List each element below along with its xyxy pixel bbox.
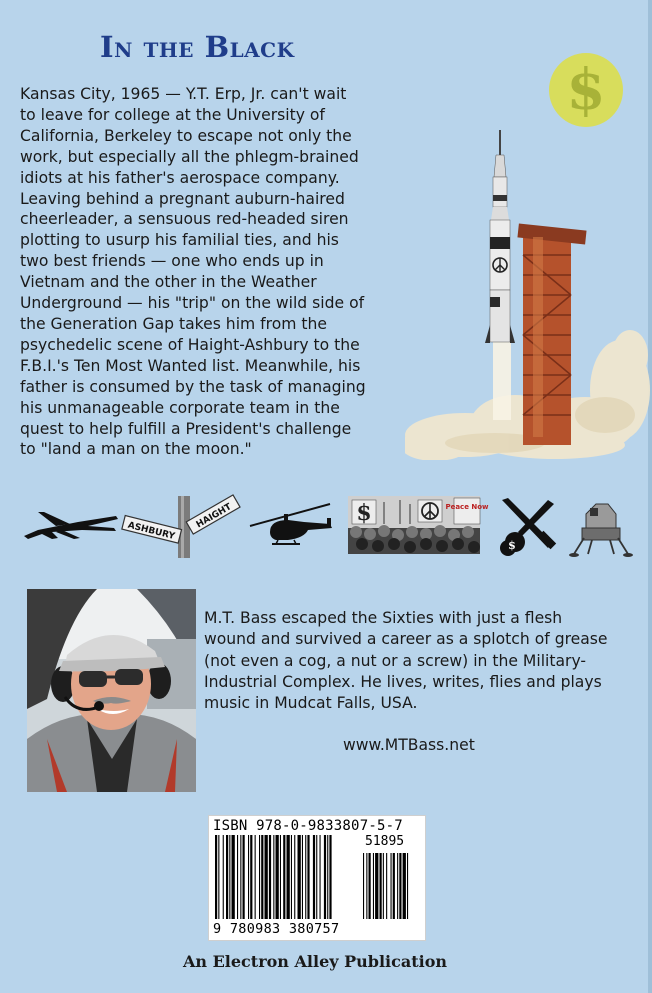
barcode-bar (273, 835, 274, 919)
barcode-bar (305, 835, 306, 919)
rocket-launch-icon (405, 125, 650, 460)
barcode-bar (291, 835, 292, 919)
addon-bar (363, 853, 364, 919)
addon-bar (403, 853, 406, 919)
barcode-bar (298, 835, 301, 919)
blurb-line: Underground — his "trip" on the wild side of (20, 294, 365, 313)
blurb-line: two best friends — one who ends up in (20, 252, 324, 271)
blurb-line: to "land a man on the moon." (20, 440, 252, 459)
addon-bar (399, 853, 401, 919)
barcode-bar (280, 835, 281, 919)
guitar-dollar-sign: $ (508, 539, 516, 552)
blurb-line: his unmanageable corporate team in the (20, 398, 340, 417)
addon-bar (386, 853, 387, 919)
barcode-bar (294, 835, 295, 919)
barcode-bar (240, 835, 241, 919)
barcode-bar (232, 835, 235, 919)
barcode-bar (269, 835, 271, 919)
barcode-bar (302, 835, 303, 919)
addon-bar (373, 853, 374, 919)
barcode-bar (329, 835, 331, 919)
bio-line: Industrial Complex. He lives, writes, flies and plays (204, 672, 602, 691)
bio-line: wound and survived a career as a splotch of grease (204, 630, 608, 649)
barcode-bar (243, 835, 245, 919)
addon-bar (380, 853, 382, 919)
protest-dollar-sign: $ (356, 500, 372, 526)
bio-line: music in Mudcat Falls, USA. (204, 694, 418, 713)
protest-crowd-icon (348, 496, 489, 554)
blurb-line: Kansas City, 1965 — Y.T. Erp, Jr. can't wait (20, 85, 347, 103)
barcode-bar (215, 835, 217, 919)
author-website-link[interactable]: www.MTBass.net (343, 736, 475, 754)
barcode-bar (324, 835, 326, 919)
barcode-bar (265, 835, 268, 919)
blurb-line: quest to help fulfill a President's challenge (20, 419, 352, 438)
blurb-line: California, Berkeley to escape not only the (20, 126, 352, 145)
addon-bar (397, 853, 398, 919)
peace-now-sign-text: Peace Now (445, 503, 489, 511)
addon-bar (375, 853, 378, 919)
barcode-bar (218, 835, 219, 919)
blurb-line: cheerleader, a sensuous red-headed siren (20, 210, 349, 229)
blurb-line: father is consumed by the task of managing (20, 377, 366, 396)
haight-sign-text: HAIGHT (194, 502, 234, 531)
author-photo (27, 589, 196, 792)
barcode-bar (255, 835, 256, 919)
publisher-line: An Electron Alley Publication (182, 952, 447, 971)
isbn-barcode (208, 815, 426, 941)
dollar-coin-icon (549, 53, 623, 127)
author-bio (204, 608, 644, 714)
addon-bar (383, 853, 384, 919)
blurb-line: idiots at his father's aerospace company. (20, 168, 340, 187)
barcode-bar (320, 835, 321, 919)
barcode-bar (307, 835, 309, 919)
bio-line: (not even a cog, a nut or a screw) in the Military- (204, 651, 587, 670)
barcode-bar (226, 835, 228, 919)
isbn-number: ISBN 978-0-9833807-5-7 (213, 818, 403, 834)
blurb-line: psychedelic scene of Haight-Ashbury to the (20, 335, 360, 354)
blurb-line: F.B.I.'s Ten Most Wanted list. Meanwhile, his (20, 356, 361, 375)
guitar-rifle-icon (500, 498, 556, 556)
barcode-bar (287, 835, 290, 919)
ean-digits: 9 780983 380757 (213, 921, 340, 937)
barcode-bar (223, 835, 224, 919)
ashbury-sign-text: ASHBURY (126, 520, 176, 542)
barcode-price-code: 51895 (365, 834, 405, 849)
barcode-bar (250, 835, 252, 919)
blurb-line: the Generation Gap takes him from the (20, 314, 328, 333)
addon-bar (369, 853, 371, 919)
dollar-symbol: $ (566, 57, 606, 123)
blurb-line: Vietnam and the other in the Weather (20, 273, 317, 292)
blurb-line: to leave for college at the University of (20, 105, 325, 124)
barcode-bar (316, 835, 317, 919)
book-blurb (20, 84, 420, 460)
book-title: In the Black (100, 30, 295, 64)
bio-line: M.T. Bass escaped the Sixties with just a flesh (204, 609, 563, 627)
addon-bar (366, 853, 367, 919)
barcode-bar (313, 835, 315, 919)
barcode-bar (248, 835, 249, 919)
lunar-module-icon (569, 504, 633, 557)
haight-ashbury-sign-icon (122, 495, 240, 558)
barcode-bar (327, 835, 328, 919)
barcode-bar (276, 835, 279, 919)
barcode-bar (283, 835, 285, 919)
saturn-v-rocket (485, 130, 515, 343)
icon-strip (18, 492, 633, 562)
addon-bar (407, 853, 408, 919)
barcode-bar (229, 835, 230, 919)
barcode-bar (261, 835, 263, 919)
barcode-bar (259, 835, 260, 919)
barcode-bar (237, 835, 238, 919)
blurb-line: plotting to usurp his familial ties, and his (20, 231, 339, 250)
blurb-line: work, but especially all the phlegm-brained (20, 147, 359, 166)
addon-bar (393, 853, 395, 919)
huey-helicopter-icon (250, 504, 332, 544)
b52-bomber-icon (24, 512, 118, 539)
blurb-line: Leaving behind a pregnant auburn-haired (20, 189, 345, 208)
addon-bar (391, 853, 392, 919)
